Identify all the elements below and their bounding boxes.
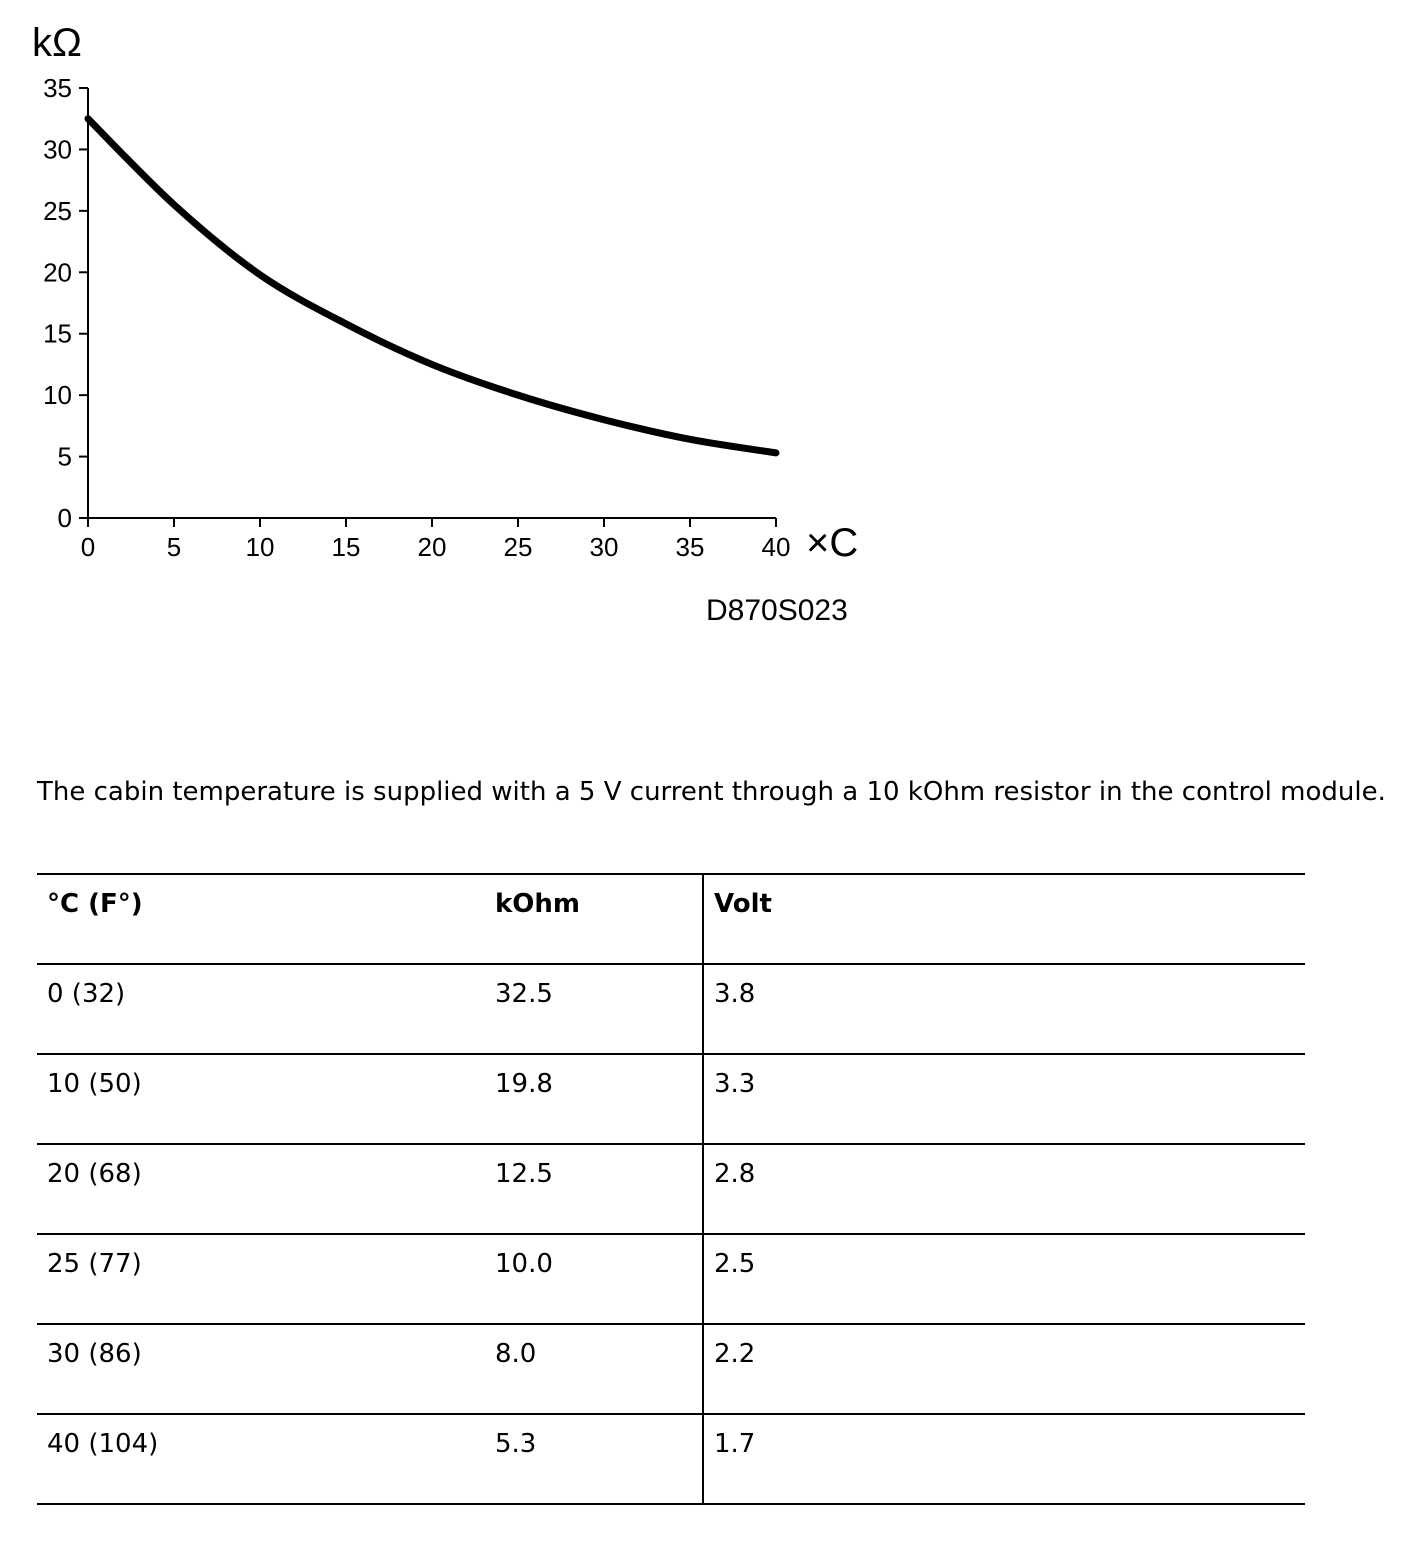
y-tick-label: 30 xyxy=(43,134,72,165)
table-row xyxy=(37,964,1305,1054)
cell-volt: 2.5 xyxy=(703,1234,1305,1324)
x-tick-label: 0 xyxy=(80,532,96,562)
table-row xyxy=(37,1414,1305,1504)
cell-volt: 1.7 xyxy=(703,1414,1305,1504)
cell-temperature: 10 (50) xyxy=(37,1054,485,1144)
cell-temperature: 40 (104) xyxy=(37,1414,485,1504)
cell-temperature: 25 (77) xyxy=(37,1234,485,1324)
header-volt: Volt xyxy=(703,874,1305,964)
cell-kohm: 12.5 xyxy=(485,1144,703,1234)
cell-kohm: 10.0 xyxy=(485,1234,703,1324)
cell-kohm: 32.5 xyxy=(485,964,703,1054)
y-axis-label: kΩ xyxy=(32,21,82,65)
cell-volt: 3.8 xyxy=(703,964,1305,1054)
table-row xyxy=(37,1144,1305,1234)
x-axis-label: ×C xyxy=(806,521,859,565)
x-tick-label: 40 xyxy=(761,532,791,562)
cell-kohm: 19.8 xyxy=(485,1054,703,1144)
y-tick-label: 10 xyxy=(43,380,72,411)
x-tick-label: 10 xyxy=(245,532,275,562)
header-kohm: kOhm xyxy=(485,874,703,964)
cell-kohm: 8.0 xyxy=(485,1324,703,1414)
x-tick-label: 30 xyxy=(589,532,619,562)
description-text: The cabin temperature is supplied with a 5 V current through a 10 kOhm resistor in the control module. xyxy=(37,777,1386,807)
x-tick-label: 20 xyxy=(417,532,447,562)
cell-temperature: 0 (32) xyxy=(37,964,485,1054)
y-tick-label: 0 xyxy=(57,503,72,533)
y-tick-label: 5 xyxy=(57,441,72,472)
resistance-table xyxy=(37,873,1305,1505)
figure-id: D870S023 xyxy=(706,594,848,627)
cell-temperature: 20 (68) xyxy=(37,1144,485,1234)
series-line-resistance xyxy=(88,119,776,453)
y-tick-label: 20 xyxy=(43,257,72,288)
table-row xyxy=(37,1324,1305,1414)
x-tick-label: 15 xyxy=(331,532,361,562)
x-tick-label: 5 xyxy=(166,532,182,562)
cell-temperature: 30 (86) xyxy=(37,1324,485,1414)
cell-volt: 2.2 xyxy=(703,1324,1305,1414)
y-tick-label: 25 xyxy=(43,195,72,226)
y-tick-label: 15 xyxy=(43,318,72,349)
x-tick-label: 25 xyxy=(503,532,533,562)
cell-volt: 3.3 xyxy=(703,1054,1305,1144)
header-temperature: °C (F°) xyxy=(37,874,485,964)
table-row xyxy=(37,1054,1305,1144)
table-header-row xyxy=(37,874,1305,964)
cell-volt: 2.8 xyxy=(703,1144,1305,1234)
table-row xyxy=(37,1234,1305,1324)
cell-kohm: 5.3 xyxy=(485,1414,703,1504)
x-tick-label: 35 xyxy=(675,532,705,562)
resistance-temperature-chart xyxy=(0,0,900,580)
y-tick-label: 35 xyxy=(43,73,72,103)
